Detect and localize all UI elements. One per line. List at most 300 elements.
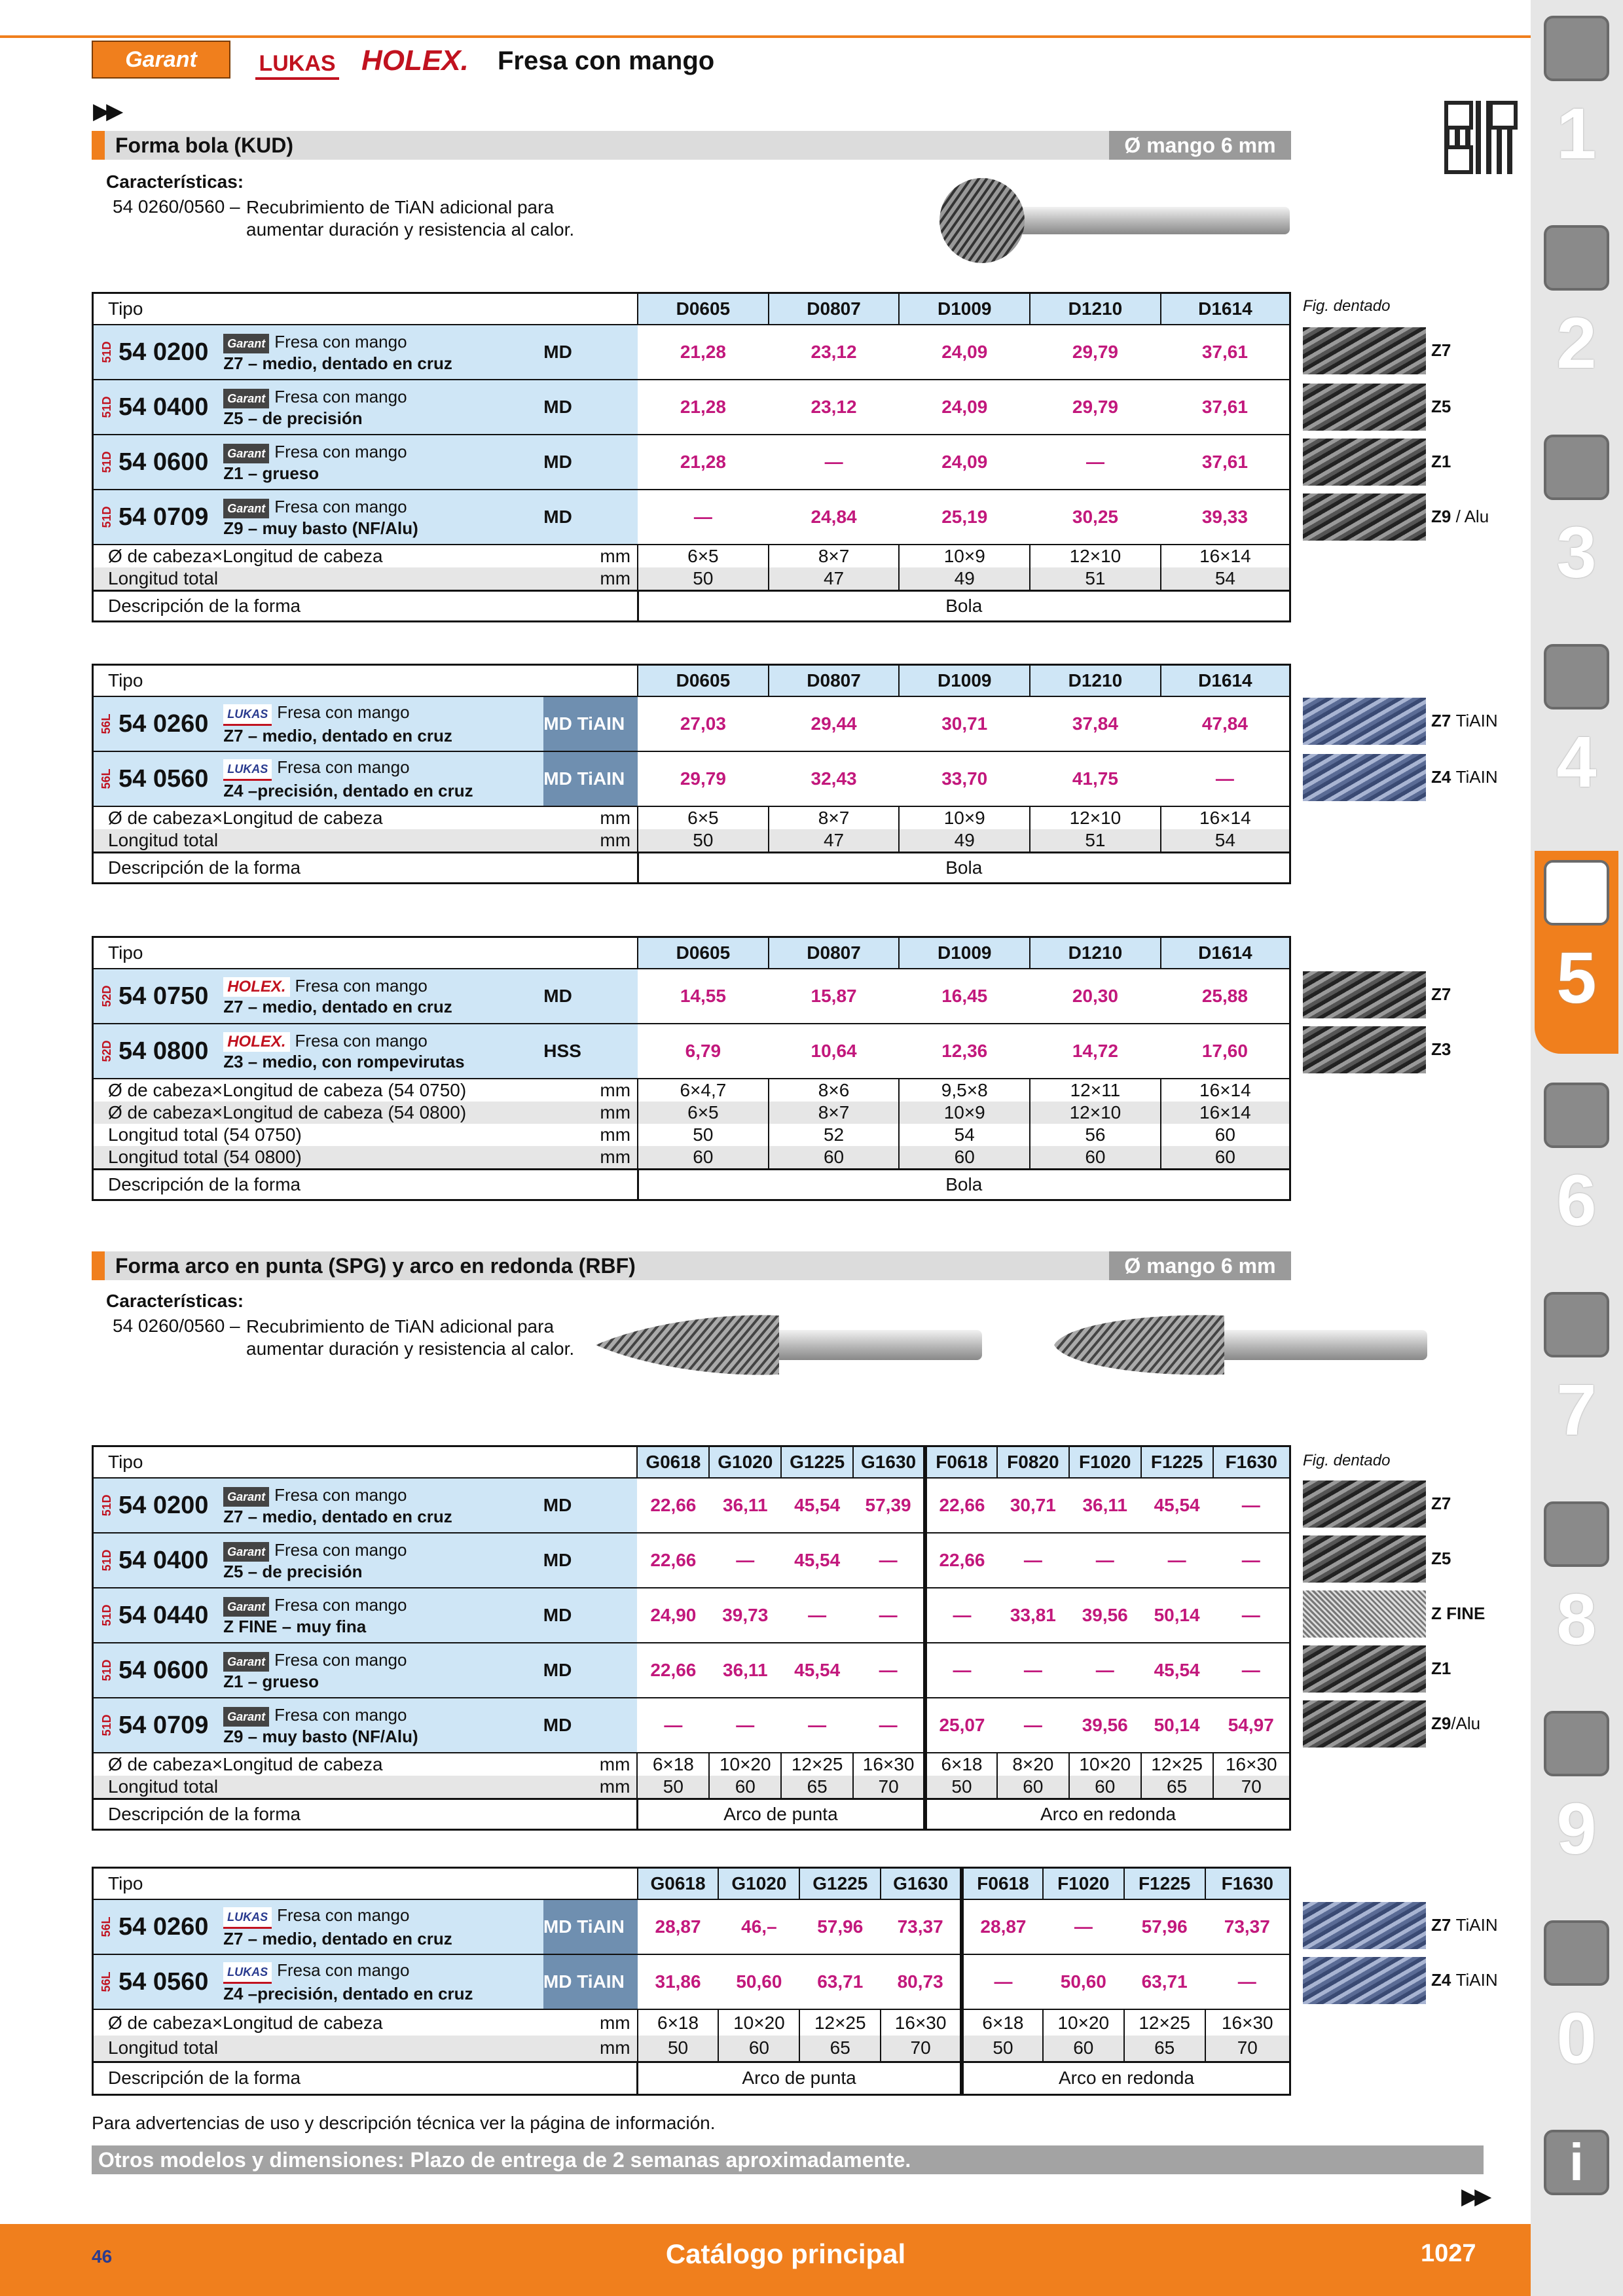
category-tag: 56L xyxy=(100,768,113,789)
price: 37,84 xyxy=(1030,696,1161,751)
dim-value: 6×18 xyxy=(638,2009,719,2036)
article-number: 54 0600 xyxy=(119,1656,209,1684)
price: 17,60 xyxy=(1161,1024,1290,1079)
price: — xyxy=(997,1533,1069,1588)
dim-unit: mm xyxy=(543,1776,638,1799)
dim-value: 60 xyxy=(1030,1146,1161,1170)
col-header: F1020 xyxy=(1069,1446,1141,1479)
dim-value: 65 xyxy=(1141,1776,1213,1799)
table-row[interactable] xyxy=(93,696,1290,751)
dim-value: 60 xyxy=(1069,1776,1141,1799)
chapter-tab-5[interactable]: 5 xyxy=(1535,851,1618,1054)
dim-value: 16×30 xyxy=(881,2009,962,2036)
material: MD xyxy=(543,1698,638,1753)
form-row xyxy=(93,1170,1290,1200)
price: — xyxy=(925,1643,997,1698)
chapter-tab-3[interactable]: 3 xyxy=(1535,425,1618,622)
tooth-code: Z7 xyxy=(1431,340,1451,360)
col-header: G0618 xyxy=(638,1868,719,1900)
table-row[interactable] xyxy=(93,380,1290,435)
table-row[interactable] xyxy=(93,1643,1290,1698)
dim-value: 6×5 xyxy=(638,806,769,829)
grinding-disc-icon xyxy=(1544,860,1609,925)
chapter-tab-0[interactable]: 0 xyxy=(1535,1911,1618,2108)
dim-value: 16×30 xyxy=(853,1753,925,1776)
col-header: D1210 xyxy=(1030,665,1161,697)
dim-label: Longitud total xyxy=(93,2036,543,2062)
dim-value: 60 xyxy=(1161,1146,1290,1170)
material: MD xyxy=(543,435,638,490)
price: 36,11 xyxy=(1069,1478,1141,1533)
price: 23,12 xyxy=(769,325,900,380)
price: — xyxy=(781,1698,853,1753)
chapter-tab-1[interactable]: 1 xyxy=(1535,7,1618,203)
price: 73,37 xyxy=(1205,1899,1290,1954)
dimension-row xyxy=(93,1124,1290,1146)
material: MD xyxy=(543,380,638,435)
price: — xyxy=(781,1588,853,1643)
product-sub: Z7 – medio, dentado en cruz xyxy=(223,353,452,373)
col-header: D1614 xyxy=(1161,665,1290,697)
chuck-icon xyxy=(1544,435,1609,500)
dim-value: 16×14 xyxy=(1161,545,1290,567)
chapter-tab-8[interactable]: 8 xyxy=(1535,1492,1618,1689)
price: 45,54 xyxy=(781,1533,853,1588)
dim-value: 10×9 xyxy=(899,806,1030,829)
price: — xyxy=(1213,1643,1290,1698)
dim-value: 12×25 xyxy=(781,1753,853,1776)
form-row xyxy=(93,591,1290,622)
table-row[interactable] xyxy=(93,969,1290,1024)
col-header: G1225 xyxy=(799,1868,881,1900)
price: — xyxy=(997,1643,1069,1698)
price: 24,09 xyxy=(899,380,1030,435)
col-header: G1020 xyxy=(709,1446,781,1479)
price: 29,44 xyxy=(769,696,900,751)
product-sub: Z7 – medio, dentado en cruz xyxy=(223,1506,452,1526)
dim-value: 56 xyxy=(1030,1124,1161,1146)
price: 6,79 xyxy=(638,1024,769,1079)
price: 27,03 xyxy=(638,696,769,751)
price: 24,09 xyxy=(899,325,1030,380)
article-number: 54 0200 xyxy=(119,1491,209,1519)
price: — xyxy=(709,1698,781,1753)
workbench-icon xyxy=(1544,1501,1609,1567)
tooth-pattern-image xyxy=(1303,1535,1426,1583)
price: — xyxy=(853,1533,925,1588)
price: — xyxy=(1069,1643,1141,1698)
arc-burr-images xyxy=(596,1296,1493,1394)
dim-label: Ø de cabeza×Longitud de cabeza xyxy=(93,1753,543,1776)
dim-value: 50 xyxy=(638,829,769,853)
table-row[interactable] xyxy=(93,1698,1290,1753)
brand-badge: Garant xyxy=(223,1597,269,1617)
dim-value: 6×5 xyxy=(638,545,769,567)
price: 32,43 xyxy=(769,751,900,806)
brand-badge: HOLEX. xyxy=(223,977,289,997)
form-row xyxy=(93,853,1290,884)
section-title: Forma arco en punta (SPG) y arco en redonda (RBF) xyxy=(115,1254,636,1278)
features-text: Recubrimiento de TiAN adicional para aumentar duración y resistencia al calor. xyxy=(246,197,575,240)
wrench-icon xyxy=(1544,1083,1609,1148)
brand-badge: Garant xyxy=(223,1542,269,1562)
dim-value: 54 xyxy=(899,1124,1030,1146)
tooth-code: Z FINE xyxy=(1431,1604,1486,1623)
price: 30,71 xyxy=(997,1478,1069,1533)
price: 30,71 xyxy=(899,696,1030,751)
header-rule xyxy=(0,35,1531,38)
price: — xyxy=(1213,1588,1290,1643)
price: 31,86 xyxy=(638,1954,719,2009)
tooth-pattern-image xyxy=(1303,1957,1426,2004)
qr-code-icon[interactable] xyxy=(1444,101,1518,174)
fig-dentado-label: Fig. dentado xyxy=(1303,297,1391,315)
tooth-code: Z1 xyxy=(1431,1659,1451,1678)
page-number-left: 46 xyxy=(92,2246,113,2267)
dim-label: Longitud total (54 0750) xyxy=(93,1124,544,1146)
article-number: 54 0440 xyxy=(119,1601,209,1629)
price: — xyxy=(1069,1533,1141,1588)
dim-label: Ø de cabeza×Longitud de cabeza xyxy=(93,2009,543,2036)
prev-page-arrows-icon[interactable]: ▶▶ xyxy=(93,99,120,124)
price: 45,54 xyxy=(781,1478,853,1533)
tooth-code: Z7 TiAIN xyxy=(1431,1915,1498,1935)
col-header: F1225 xyxy=(1141,1446,1213,1479)
tooth-pattern-image xyxy=(1303,384,1426,431)
caliper-icon xyxy=(1544,644,1609,709)
article-number: 54 0750 xyxy=(119,982,209,1010)
tooth-pattern-image xyxy=(1303,1026,1426,1073)
product-name: Fresa con mango xyxy=(277,757,410,777)
features-codes: 54 0260/0560 – xyxy=(113,1316,240,1336)
product-name: Fresa con mango xyxy=(295,1031,428,1050)
category-tag: 51D xyxy=(100,396,114,418)
tooth-pattern-image xyxy=(1303,493,1426,541)
dim-value: 12×10 xyxy=(1030,1102,1161,1124)
dim-value: 51 xyxy=(1030,567,1161,591)
dim-value: 6×18 xyxy=(637,1753,709,1776)
price: 21,28 xyxy=(638,380,769,435)
brand-badge: Garant xyxy=(223,334,269,353)
product-name: Fresa con mango xyxy=(274,331,407,351)
dim-unit: mm xyxy=(543,829,638,853)
features-heading: Características: xyxy=(106,1291,244,1311)
price: 39,73 xyxy=(709,1588,781,1643)
col-header: F1630 xyxy=(1205,1868,1290,1900)
price: 36,11 xyxy=(709,1478,781,1533)
price: 45,54 xyxy=(1141,1643,1213,1698)
article-number: 54 0260 xyxy=(119,709,209,738)
price: — xyxy=(1043,1899,1124,1954)
article-number: 54 0400 xyxy=(119,393,209,421)
price: — xyxy=(853,1588,925,1643)
category-tag: 51D xyxy=(100,341,114,363)
product-sub: Z7 – medio, dentado en cruz xyxy=(223,1929,452,1948)
chapter-tab-4[interactable]: 4 xyxy=(1535,635,1618,831)
col-header: D1009 xyxy=(899,293,1030,325)
brand-badge: Garant xyxy=(223,1707,269,1727)
chapter-tab-9[interactable]: 9 xyxy=(1535,1702,1618,1898)
form-row xyxy=(93,2062,1290,2094)
material: MD TiAIN xyxy=(543,1954,638,2009)
delivery-note: Otros modelos y dimensiones: Plazo de entrega de 2 semanas aproximadamente. xyxy=(92,2145,1484,2174)
shank-badge: Ø mango 6 mm xyxy=(1109,1251,1291,1280)
dim-value: 70 xyxy=(853,1776,925,1799)
dim-value: 8×7 xyxy=(769,1102,900,1124)
dim-value: 49 xyxy=(899,567,1030,591)
price: 47,84 xyxy=(1161,696,1290,751)
dim-label: Longitud total xyxy=(93,829,544,853)
brand-badge: LUKAS xyxy=(223,1907,272,1929)
col-header: D1009 xyxy=(899,937,1030,969)
product-name: Fresa con mango xyxy=(274,1649,407,1670)
price: 37,61 xyxy=(1161,435,1290,490)
section-title: Forma bola (KUD) xyxy=(115,134,293,157)
dimension-row xyxy=(93,1776,1290,1799)
col-header: D0605 xyxy=(638,665,769,697)
table-ball-lukas xyxy=(92,664,1291,884)
col-header: F0820 xyxy=(997,1446,1069,1479)
dim-unit: mm xyxy=(543,567,638,591)
dim-value: 10×20 xyxy=(709,1753,781,1776)
pliers-icon xyxy=(1544,1292,1609,1357)
dim-value: 52 xyxy=(769,1124,900,1146)
price: 41,75 xyxy=(1030,751,1161,806)
form-label: Descripción de la forma xyxy=(93,591,638,622)
tipo-label: Tipo xyxy=(93,665,638,697)
dim-value: 12×11 xyxy=(1030,1079,1161,1102)
col-header: F0618 xyxy=(962,1868,1043,1900)
product-name: Fresa con mango xyxy=(277,702,410,722)
tooth-code: Z9/Alu xyxy=(1431,1713,1481,1733)
dim-label: Longitud total xyxy=(93,567,544,591)
price: 14,55 xyxy=(638,969,769,1024)
price: 29,79 xyxy=(1030,325,1161,380)
dim-label: Ø de cabeza×Longitud de cabeza (54 0750) xyxy=(93,1079,544,1102)
tooth-pattern-image xyxy=(1303,754,1426,801)
brand-badge: Garant xyxy=(223,444,269,463)
dim-value: 65 xyxy=(781,1776,853,1799)
dim-value: 16×14 xyxy=(1161,1079,1290,1102)
price: — xyxy=(925,1588,997,1643)
dim-label: Ø de cabeza×Longitud de cabeza xyxy=(93,545,544,567)
col-header: G1225 xyxy=(781,1446,853,1479)
price: 50,60 xyxy=(718,1954,799,2009)
col-header: G1020 xyxy=(718,1868,799,1900)
price: 12,36 xyxy=(899,1024,1030,1079)
price: — xyxy=(962,1954,1043,2009)
insert-icon xyxy=(1544,225,1609,291)
chapter-tab-info[interactable] xyxy=(1535,2121,1618,2219)
price: 20,30 xyxy=(1030,969,1161,1024)
material: MD xyxy=(543,969,638,1024)
price: 33,70 xyxy=(899,751,1030,806)
holex-logo: HOLEX. xyxy=(361,45,469,77)
price: 25,88 xyxy=(1161,969,1290,1024)
dimension-row xyxy=(93,806,1290,829)
price: — xyxy=(1213,1478,1290,1533)
dim-value: 65 xyxy=(1124,2036,1205,2062)
col-header: D0807 xyxy=(769,293,900,325)
table-row[interactable] xyxy=(93,1478,1290,1533)
product-name: Fresa con mango xyxy=(274,1704,407,1725)
article-number: 54 0400 xyxy=(119,1546,209,1574)
product-name: Fresa con mango xyxy=(295,976,428,996)
brand-badge: LUKAS xyxy=(223,704,272,726)
dim-value: 10×9 xyxy=(899,545,1030,567)
brand-badge: Garant xyxy=(223,1652,269,1672)
table-row[interactable] xyxy=(93,435,1290,490)
brand-badge: Garant xyxy=(223,1487,269,1507)
table-row[interactable] xyxy=(93,1588,1290,1643)
dim-value: 12×10 xyxy=(1030,806,1161,829)
price: 45,54 xyxy=(781,1643,853,1698)
col-header: D1210 xyxy=(1030,937,1161,969)
dim-value: 47 xyxy=(769,829,900,853)
tooth-pattern-image xyxy=(1303,1590,1426,1638)
dim-value: 8×6 xyxy=(769,1079,900,1102)
dim-value: 10×20 xyxy=(718,2009,799,2036)
category-tag: 51D xyxy=(100,1714,114,1736)
price: 22,66 xyxy=(637,1478,709,1533)
dim-value: 16×14 xyxy=(1161,806,1290,829)
tooth-code: Z7 xyxy=(1431,984,1451,1004)
table-row[interactable] xyxy=(93,1954,1290,2009)
product-sub: Z7 – medio, dentado en cruz xyxy=(223,997,452,1016)
dim-value: 10×9 xyxy=(899,1102,1030,1124)
dim-value: 10×20 xyxy=(1043,2009,1124,2036)
dim-value: 60 xyxy=(769,1146,900,1170)
chapter-tab-2[interactable]: 2 xyxy=(1535,216,1618,412)
dim-value: 6×4,7 xyxy=(638,1079,769,1102)
article-number: 54 0709 xyxy=(119,1711,209,1739)
tooth-code: Z5 xyxy=(1431,1549,1451,1568)
price: 73,37 xyxy=(881,1899,962,1954)
price: 57,96 xyxy=(799,1899,881,1954)
table-row[interactable] xyxy=(93,1024,1290,1079)
price: 28,87 xyxy=(638,1899,719,1954)
article-number: 54 0260 xyxy=(119,1912,209,1941)
form-label: Descripción de la forma xyxy=(93,2062,638,2094)
price: 50,14 xyxy=(1141,1588,1213,1643)
price: 28,87 xyxy=(962,1899,1043,1954)
product-sub: Z5 – de precisión xyxy=(223,408,363,428)
price: — xyxy=(1161,751,1290,806)
dim-value: 9,5×8 xyxy=(899,1079,1030,1102)
table-row[interactable] xyxy=(93,325,1290,380)
form-value: Bola xyxy=(638,853,1290,884)
table-arc-garant xyxy=(92,1445,1291,1831)
dim-unit: mm xyxy=(543,2036,638,2062)
price: 22,66 xyxy=(637,1643,709,1698)
dim-unit: mm xyxy=(543,1146,638,1170)
category-tag: 51D xyxy=(100,1549,114,1571)
brand-badge: Garant xyxy=(223,389,269,408)
tipo-label: Tipo xyxy=(93,937,638,969)
price: 15,87 xyxy=(769,969,900,1024)
price: 10,64 xyxy=(769,1024,900,1079)
price: 30,25 xyxy=(1030,490,1161,545)
dim-value: 12×10 xyxy=(1030,545,1161,567)
dimension-row xyxy=(93,545,1290,567)
price: 25,07 xyxy=(925,1698,997,1753)
dim-value: 8×7 xyxy=(769,806,900,829)
info-icon: i xyxy=(1544,2130,1609,2195)
tipo-label: Tipo xyxy=(93,1446,638,1479)
tooth-code: Z5 xyxy=(1431,397,1451,416)
price: 22,66 xyxy=(637,1533,709,1588)
next-page-arrows-icon[interactable]: ▶▶ xyxy=(1461,2184,1488,2209)
dim-value: 12×25 xyxy=(799,2009,881,2036)
form-value-b: Arco en redonda xyxy=(962,2062,1290,2094)
features-codes: 54 0260/0560 – xyxy=(113,196,240,217)
article-number: 54 0600 xyxy=(119,448,209,476)
tooth-pattern-image xyxy=(1303,439,1426,486)
price: 29,79 xyxy=(1030,380,1161,435)
catalog-title: Catálogo principal xyxy=(665,2238,906,2269)
tooth-code: Z4 TiAIN xyxy=(1431,1970,1498,1990)
tipo-label: Tipo xyxy=(93,293,638,325)
dim-label: Longitud total (54 0800) xyxy=(93,1146,544,1170)
product-sub: Z4 –precisión, dentado en cruz xyxy=(223,781,473,800)
table-row[interactable] xyxy=(93,490,1290,545)
form-label: Descripción de la forma xyxy=(93,853,638,884)
material: MD xyxy=(543,1478,638,1533)
product-sub: Z1 – grueso xyxy=(223,463,319,483)
col-header: D1210 xyxy=(1030,293,1161,325)
col-header: D1614 xyxy=(1161,293,1290,325)
category-tag: 52D xyxy=(100,1040,114,1062)
col-header: D1009 xyxy=(899,665,1030,697)
col-header: G1630 xyxy=(881,1868,962,1900)
chapter-tab-6[interactable]: 6 xyxy=(1535,1073,1618,1270)
material: MD xyxy=(543,325,638,380)
product-sub: Z FINE – muy fina xyxy=(223,1616,367,1636)
table-row[interactable] xyxy=(93,1533,1290,1588)
col-header: D0807 xyxy=(769,665,900,697)
dimension-row xyxy=(93,1146,1290,1170)
dim-value: 6×18 xyxy=(925,1753,997,1776)
col-header: G1630 xyxy=(853,1446,925,1479)
price: 54,97 xyxy=(1213,1698,1290,1753)
dimension-row xyxy=(93,1079,1290,1102)
price: 37,61 xyxy=(1161,380,1290,435)
brand-badge: LUKAS xyxy=(223,759,272,781)
dim-value: 12×25 xyxy=(1141,1753,1213,1776)
price: 45,54 xyxy=(1141,1478,1213,1533)
product-name: Fresa con mango xyxy=(274,441,407,461)
table-row[interactable] xyxy=(93,1899,1290,1954)
table-row[interactable] xyxy=(93,751,1290,806)
price: 24,09 xyxy=(899,435,1030,490)
material: MD xyxy=(543,490,638,545)
material: MD xyxy=(543,1533,638,1588)
material: MD TiAIN xyxy=(543,1899,638,1954)
dim-value: 16×14 xyxy=(1161,1102,1290,1124)
price: — xyxy=(769,435,900,490)
dim-value: 10×20 xyxy=(1069,1753,1141,1776)
dim-value: 50 xyxy=(637,1776,709,1799)
article-number: 54 0560 xyxy=(119,764,209,793)
section-header-ball xyxy=(92,131,1291,160)
tooth-pattern-image xyxy=(1303,1700,1426,1748)
dim-unit: mm xyxy=(543,1079,638,1102)
chapter-tab-7[interactable]: 7 xyxy=(1535,1283,1618,1479)
usage-note: Para advertencias de uso y descripción técnica ver la página de información. xyxy=(92,2113,716,2133)
tooth-pattern-image xyxy=(1303,1645,1426,1693)
dim-value: 60 xyxy=(997,1776,1069,1799)
col-header: F1630 xyxy=(1213,1446,1290,1479)
